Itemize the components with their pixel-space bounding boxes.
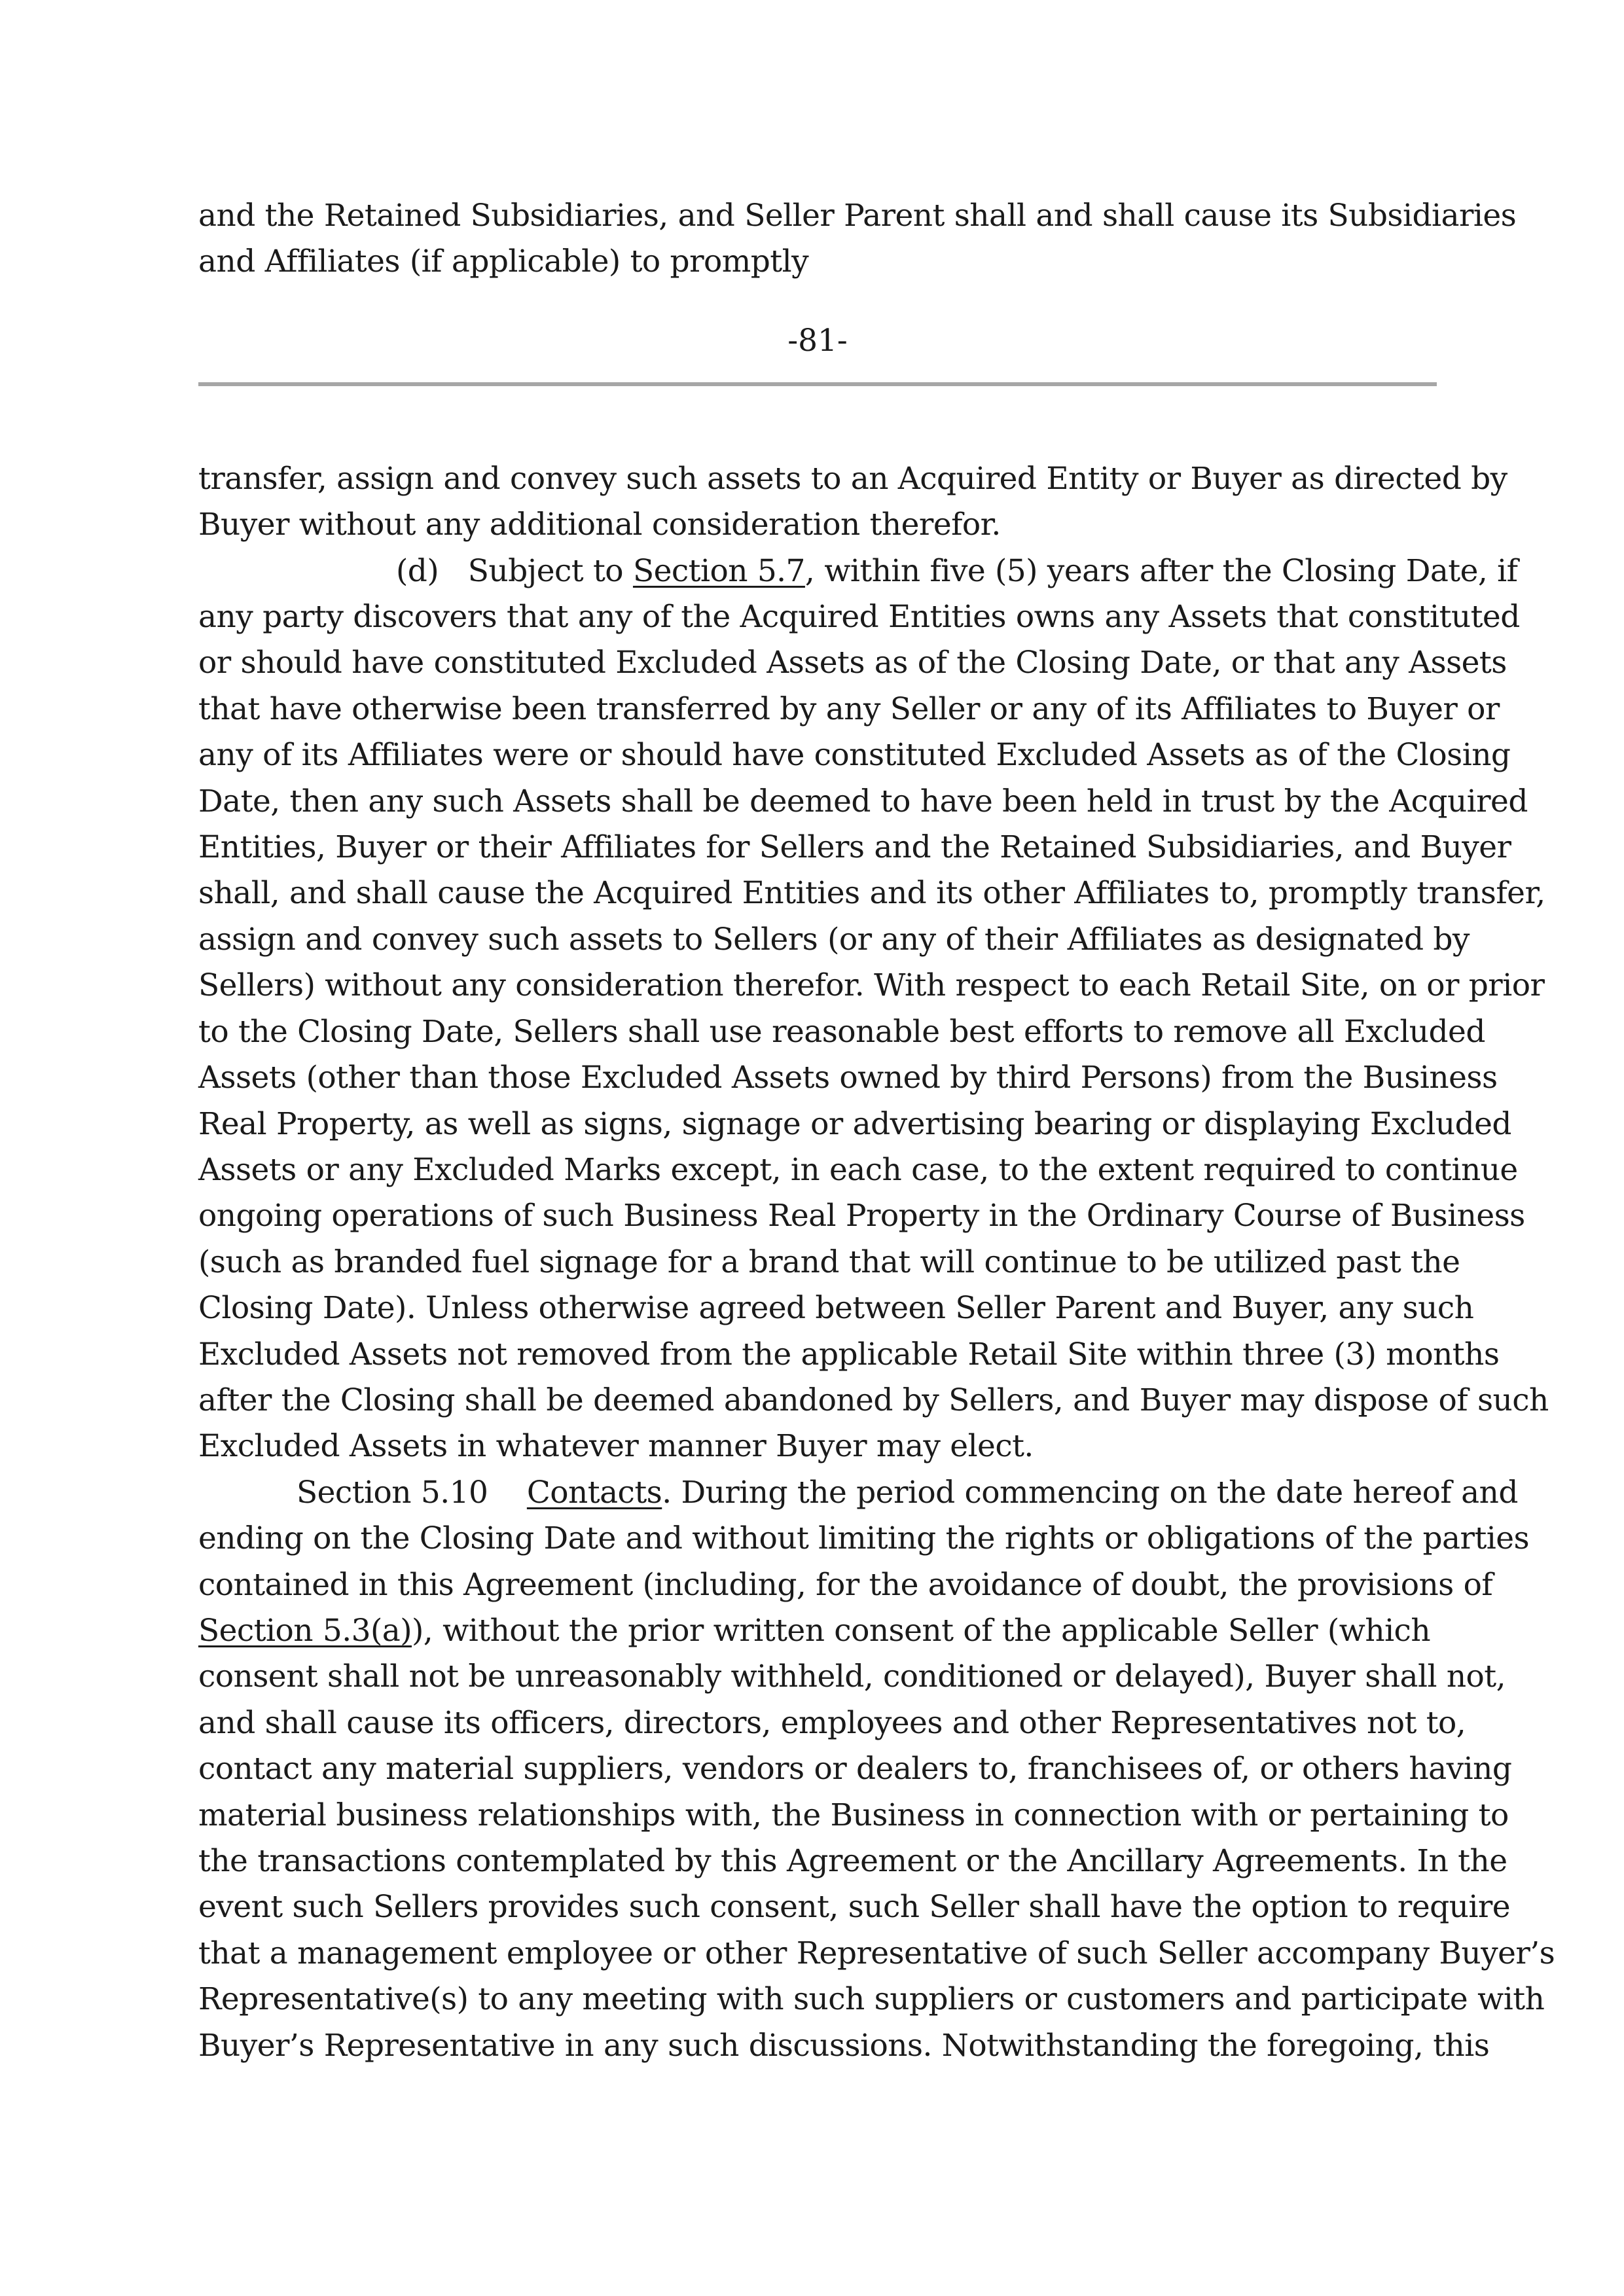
- text-line: Real Property, as well as signs, signage or advertising bearing or displaying Excluded: [198, 1105, 1511, 1142]
- section-5-10: [198, 1470, 1555, 2069]
- text-line: assign and convey such assets to Sellers (or any of their Affiliates as designated by: [198, 921, 1470, 958]
- paragraph-c-continuation: [198, 456, 1507, 548]
- text-line: Buyer’s Representative in any such discussions. Notwithstanding the foregoing, this: [198, 2027, 1490, 2064]
- text-line: any of its Affiliates were or should have constituted Excluded Assets as of the Closing: [198, 737, 1511, 774]
- section-5-3a-link[interactable]: Section 5.3(a): [198, 1612, 412, 1649]
- text-line: Excluded Assets not removed from the applicable Retail Site within three (3) months: [198, 1336, 1500, 1372]
- text-line: Buyer without any additional consideration therefor.: [198, 507, 1001, 543]
- section-heading: Contacts: [526, 1474, 662, 1511]
- section-lead-rest: . During the period commencing on the date hereof and: [662, 1474, 1518, 1511]
- text-line: Excluded Assets in whatever manner Buyer may elect.: [198, 1428, 1034, 1465]
- paragraph-d: [198, 548, 1549, 1470]
- text-line: Sellers) without any consideration therefor. With respect to each Retail Site, on or prior: [198, 967, 1545, 1004]
- text-line: Assets (other than those Excluded Assets owned by third Persons) from the Business: [198, 1060, 1498, 1096]
- text-line: and the Retained Subsidiaries, and Seller Parent shall and shall cause its Subsidiaries: [198, 198, 1517, 234]
- ref-line: [198, 1608, 1437, 1654]
- ref-suffix: ), without the prior written consent of the applicable Seller (which: [412, 1612, 1431, 1649]
- text-line: Entities, Buyer or their Affiliates for Sellers and the Retained Subsidiaries, and Buyer: [198, 829, 1511, 866]
- text-line: contact any material suppliers, vendors or dealers to, franchisees of, or others having: [198, 1751, 1512, 1787]
- text-line: and shall cause its officers, directors, employees and other Representatives not to,: [198, 1704, 1466, 1741]
- text-line: Date, then any such Assets shall be deemed to have been held in trust by the Acquired: [198, 783, 1528, 819]
- text-line: (such as branded fuel signage for a brand that will continue to be utilized past the: [198, 1244, 1460, 1280]
- text-line: ongoing operations of such Business Real Property in the Ordinary Course of Business: [198, 1198, 1525, 1234]
- text-line: Closing Date). Unless otherwise agreed between Seller Parent and Buyer, any such: [198, 1290, 1474, 1327]
- text-line: contained in this Agreement (including, for the avoidance of doubt, the provisions of: [198, 1566, 1493, 1603]
- paragraph-d-lead-suffix: , within five (5) years after the Closing Date, if: [804, 552, 1518, 589]
- text-line: Assets or any Excluded Marks except, in each case, to the extent required to continue: [198, 1151, 1518, 1188]
- section-5-10-lead: [198, 1470, 1518, 1516]
- text-line: ending on the Closing Date and without limiting the rights or obligations of the parties: [198, 1520, 1530, 1557]
- section-5-7-link[interactable]: Section 5.7: [632, 552, 805, 589]
- text-line: to the Closing Date, Sellers shall use reasonable best efforts to remove all Excluded: [198, 1013, 1485, 1050]
- text-line: after the Closing shall be deemed abandoned by Sellers, and Buyer may dispose of such: [198, 1382, 1549, 1418]
- text-line: shall, and shall cause the Acquired Entities and its other Affiliates to, promptly transfer,: [198, 875, 1545, 912]
- paragraph-d-lead: [198, 548, 1518, 594]
- top-paragraph: [198, 193, 1517, 285]
- text-line: event such Sellers provides such consent, such Seller shall have the option to require: [198, 1889, 1511, 1926]
- page-number: -81-: [787, 322, 848, 359]
- text-line: consent shall not be unreasonably withheld, conditioned or delayed), Buyer shall not,: [198, 1659, 1506, 1695]
- text-line: Representative(s) to any meeting with such suppliers or customers and participate with: [198, 1981, 1545, 2018]
- section-number: Section 5.10: [297, 1474, 488, 1511]
- text-line: transfer, assign and convey such assets to an Acquired Entity or Buyer as directed by: [198, 460, 1507, 497]
- text-line: that a management employee or other Representative of such Seller accompany Buyer’s: [198, 1935, 1555, 1971]
- document-page: [198, 193, 1555, 2069]
- text-line: that have otherwise been transferred by any Seller or any of its Affiliates to Buyer or: [198, 691, 1500, 727]
- text-line: or should have constituted Excluded Assets as of the Closing Date, or that any Assets: [198, 645, 1507, 681]
- paragraph-d-label: (d): [396, 552, 439, 589]
- text-line: the transactions contemplated by this Agreement or the Ancillary Agreements. In the: [198, 1843, 1507, 1879]
- text-line: any party discovers that any of the Acquired Entities owns any Assets that constituted: [198, 599, 1520, 636]
- text-line: and Affiliates (if applicable) to promptly: [198, 243, 809, 280]
- page-break-rule: [198, 382, 1437, 386]
- paragraph-d-lead-prefix: Subject to: [467, 552, 633, 589]
- text-line: material business relationships with, the Business in connection with or pertaining to: [198, 1797, 1509, 1833]
